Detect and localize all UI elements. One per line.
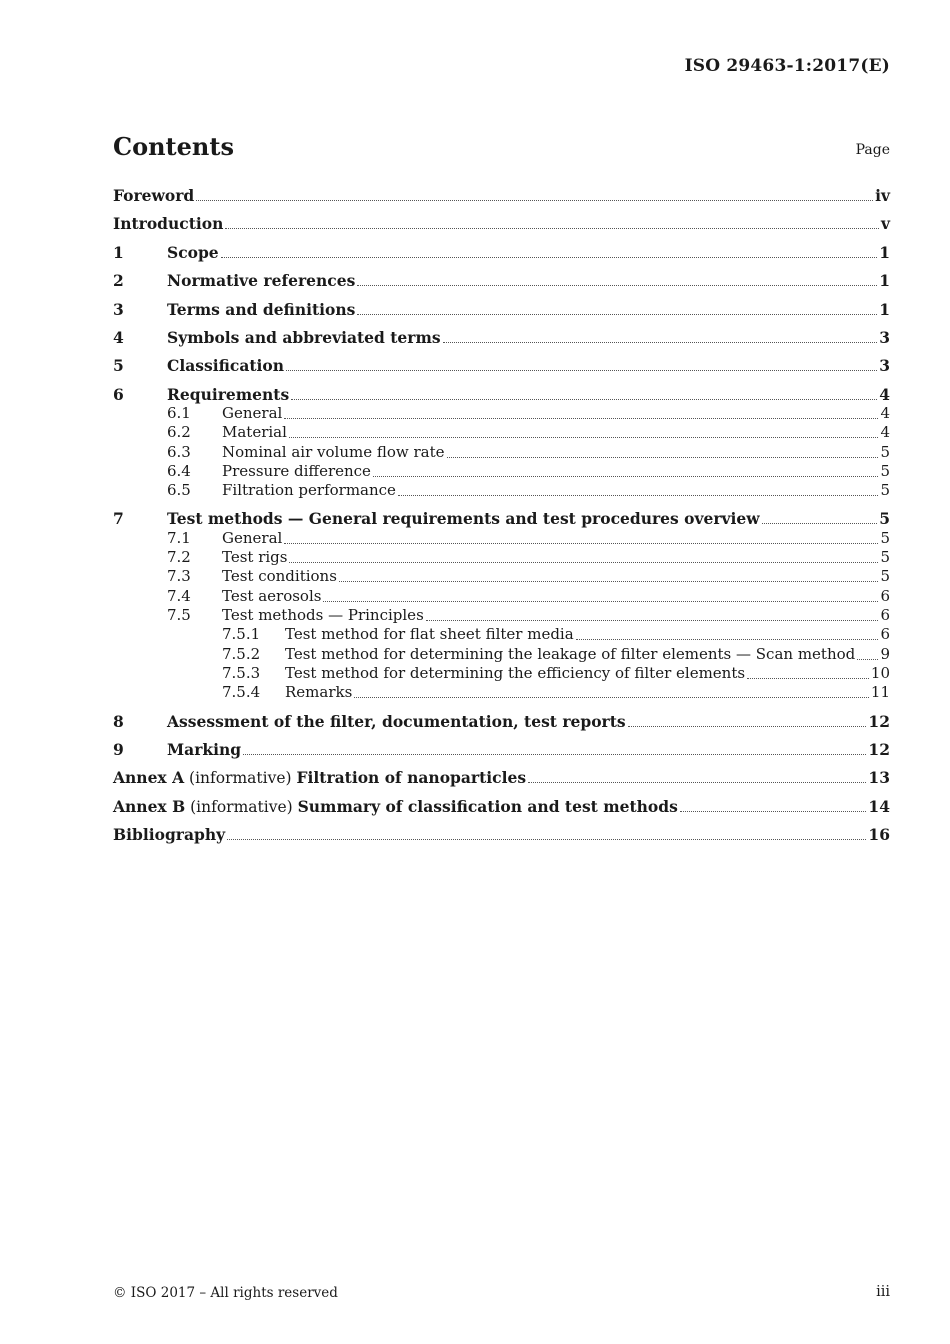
toc-entry-number: 7.5.4 xyxy=(222,683,261,701)
toc-entry-number: 7.5.3 xyxy=(222,664,261,682)
toc-entry[interactable] xyxy=(113,797,890,817)
toc-entry[interactable] xyxy=(113,423,890,443)
toc-entry-text: General xyxy=(222,404,283,422)
toc-entry-page: 9 xyxy=(880,645,890,663)
toc-entry-title xyxy=(222,606,424,624)
dot-leader xyxy=(284,542,878,544)
toc-entry-text: Material xyxy=(222,423,287,441)
dot-leader xyxy=(680,810,867,812)
toc-entry-text: Filtration performance xyxy=(222,481,396,499)
toc-entry-title xyxy=(222,548,287,566)
toc-entry-page: iv xyxy=(875,186,890,205)
toc-entry-title xyxy=(222,443,445,461)
toc-entry-number: 7 xyxy=(113,509,124,528)
dot-leader xyxy=(357,284,877,286)
toc-entry-number: 6.1 xyxy=(167,404,191,422)
toc-entry-page: 4 xyxy=(879,385,890,404)
toc-entry-text: Remarks xyxy=(285,683,353,701)
dot-leader xyxy=(447,456,879,458)
dot-leader xyxy=(373,475,879,477)
footer-page-number: iii xyxy=(876,1284,890,1300)
dot-leader xyxy=(289,561,878,563)
toc-entry-page: 13 xyxy=(868,768,890,787)
toc-entry-page: 12 xyxy=(868,712,890,731)
toc-entry-page: 4 xyxy=(880,423,890,441)
toc-entry-page: 4 xyxy=(880,404,890,422)
toc-entry-text: Requirements xyxy=(167,385,290,404)
toc-entry[interactable] xyxy=(113,587,890,607)
toc-entry-title xyxy=(285,625,574,643)
toc-entry[interactable] xyxy=(113,712,890,732)
dot-leader xyxy=(227,838,866,840)
toc-entry-page: 5 xyxy=(880,567,890,585)
dot-leader xyxy=(762,522,878,524)
toc-entry-text: Symbols and abbreviated terms xyxy=(167,328,441,347)
toc-entry-text: Filtration of nanoparticles xyxy=(296,768,527,787)
toc-entry[interactable] xyxy=(113,214,890,234)
toc-entry[interactable] xyxy=(113,606,890,626)
toc-entry-page: 10 xyxy=(870,664,890,682)
toc-entry-number: 6 xyxy=(113,385,124,404)
toc-entry[interactable] xyxy=(113,567,890,587)
toc-entry-title xyxy=(167,509,760,528)
toc-entry-text: Scope xyxy=(167,243,219,262)
toc-entry-number: 7.5 xyxy=(167,606,191,624)
toc-entry-number: 7.5.2 xyxy=(222,645,261,663)
toc-entry[interactable] xyxy=(113,740,890,760)
dot-leader xyxy=(243,753,866,755)
toc-entry-title xyxy=(167,300,355,319)
toc-entry-number: 3 xyxy=(113,300,124,319)
toc-entry-page: 6 xyxy=(880,625,890,643)
dot-leader xyxy=(286,369,877,371)
toc-entry-title xyxy=(285,664,745,682)
dot-leader xyxy=(576,638,879,640)
toc-entry-page: v xyxy=(880,214,890,233)
toc-entry-title xyxy=(222,587,321,605)
toc-entry[interactable] xyxy=(113,768,890,788)
toc-entry-number: 1 xyxy=(113,243,124,262)
dot-leader xyxy=(357,313,877,315)
toc-entry-title xyxy=(113,825,225,844)
toc-entry-text: Summary of classification and test methods xyxy=(297,797,678,816)
toc-entry-title xyxy=(167,243,219,262)
toc-entry-text: Test aerosols xyxy=(222,587,322,605)
toc-entry-number: 4 xyxy=(113,328,124,347)
toc-entry-number: 5 xyxy=(113,356,124,375)
dot-leader xyxy=(284,417,878,419)
toc-entry-title xyxy=(113,214,223,233)
toc-entry-title xyxy=(167,328,441,347)
dot-leader xyxy=(289,436,879,438)
toc-entry-title xyxy=(113,186,194,205)
toc-entry-number: 7.1 xyxy=(167,529,191,547)
toc-entry[interactable] xyxy=(113,328,890,348)
dot-leader xyxy=(196,199,873,201)
annex-type: (informative) xyxy=(184,769,297,787)
toc-entry-page: 11 xyxy=(870,683,890,701)
toc-entry-page: 5 xyxy=(880,529,890,547)
dot-leader xyxy=(398,494,879,496)
toc-entry-page: 5 xyxy=(879,509,890,528)
dot-leader xyxy=(291,398,877,400)
toc-entry[interactable] xyxy=(113,356,890,376)
toc-entry-text: Pressure difference xyxy=(222,462,371,480)
toc-entry-title xyxy=(167,740,241,759)
toc-entry[interactable] xyxy=(113,300,890,320)
toc-entry-number: 8 xyxy=(113,712,124,731)
toc-entry-page: 5 xyxy=(880,481,890,499)
toc-entry-title xyxy=(222,462,371,480)
toc-entry-text: Test method for determining the efficiency of filter elements xyxy=(285,664,746,682)
toc-entry-title xyxy=(167,356,284,375)
dot-leader xyxy=(857,658,878,660)
toc-entry-text: Test methods — Principles xyxy=(222,606,424,624)
toc-entry-text: Test method for flat sheet filter media xyxy=(285,625,574,643)
toc-entry[interactable] xyxy=(113,404,890,424)
toc-entry-page: 14 xyxy=(868,797,890,816)
toc-entry-number: 9 xyxy=(113,740,124,759)
page-column-label: Page xyxy=(855,142,890,158)
toc-entry[interactable] xyxy=(113,385,890,405)
toc-entry-title xyxy=(285,683,352,701)
dot-leader xyxy=(528,781,866,783)
toc-entry[interactable] xyxy=(113,443,890,463)
toc-entry-number: 6.2 xyxy=(167,423,191,441)
toc-entry[interactable] xyxy=(113,548,890,568)
toc-entry-title xyxy=(222,404,282,422)
toc-entry-text: Test conditions xyxy=(222,567,337,585)
toc-entry-title xyxy=(222,567,337,585)
footer-copyright: © ISO 2017 – All rights reserved xyxy=(113,1285,338,1301)
toc-entry-title xyxy=(167,712,626,731)
toc-entry-number: 7.2 xyxy=(167,548,191,566)
toc-entry[interactable] xyxy=(113,625,890,645)
toc-entry-page: 1 xyxy=(879,300,890,319)
toc-entry-number: 6.3 xyxy=(167,443,191,461)
dot-leader xyxy=(323,600,878,602)
toc-entry-title xyxy=(113,768,526,787)
toc-entry-page: 5 xyxy=(880,548,890,566)
dot-leader xyxy=(339,580,879,582)
toc-entry-text: General xyxy=(222,529,283,547)
toc-entry-title xyxy=(285,645,855,663)
annex-type: (informative) xyxy=(185,798,298,816)
dot-leader xyxy=(221,256,878,258)
toc-entry[interactable] xyxy=(113,271,890,291)
toc-entry[interactable] xyxy=(113,529,890,549)
toc-entry-title xyxy=(222,423,287,441)
toc-entry[interactable] xyxy=(113,664,890,684)
toc-entry-title xyxy=(167,385,289,404)
toc-entry-page: 6 xyxy=(880,587,890,605)
toc-entry-number: 2 xyxy=(113,271,124,290)
toc-entry-page: 1 xyxy=(879,271,890,290)
toc-entry-page: 12 xyxy=(868,740,890,759)
toc-entry-text: Marking xyxy=(167,740,242,759)
annex-label: Annex A xyxy=(113,768,185,787)
toc-entry-title xyxy=(113,797,678,816)
toc-entry-text: Normative references xyxy=(167,271,356,290)
toc-entry-text: Test method for determining the leakage of filter elements — Scan method xyxy=(285,645,856,663)
toc-entry-page: 3 xyxy=(879,356,890,375)
dot-leader xyxy=(225,227,879,229)
toc-entry[interactable] xyxy=(113,186,890,206)
toc-entry-text: Introduction xyxy=(113,214,224,233)
toc-entry-page: 1 xyxy=(879,243,890,262)
dot-leader xyxy=(426,619,879,621)
toc-entry-text: Test methods — General requirements and test procedures overview xyxy=(167,509,760,528)
toc-entry-page: 6 xyxy=(880,606,890,624)
dot-leader xyxy=(628,725,867,727)
contents-heading: Contents xyxy=(113,132,234,161)
toc-entry-text: Nominal air volume flow rate xyxy=(222,443,445,461)
toc-entry-number: 7.5.1 xyxy=(222,625,261,643)
toc-entry[interactable] xyxy=(113,825,890,845)
toc-entry-title xyxy=(222,529,282,547)
toc-entry-page: 5 xyxy=(880,462,890,480)
toc-entry-text: Test rigs xyxy=(222,548,288,566)
toc-entry-number: 7.3 xyxy=(167,567,191,585)
toc-entry-text: Foreword xyxy=(113,186,195,205)
dot-leader xyxy=(443,341,878,343)
toc-entry-number: 6.5 xyxy=(167,481,191,499)
toc-entry[interactable] xyxy=(113,509,890,529)
annex-label: Annex B xyxy=(113,797,186,816)
toc-entry-text: Bibliography xyxy=(113,825,226,844)
toc-entry-page: 5 xyxy=(880,443,890,461)
toc-entry-number: 7.4 xyxy=(167,587,191,605)
dot-leader xyxy=(747,677,869,679)
toc-entry[interactable] xyxy=(113,683,890,703)
toc-entry-text: Assessment of the filter, documentation, test reports xyxy=(167,712,626,731)
toc-entry-page: 16 xyxy=(868,825,890,844)
toc-entry[interactable] xyxy=(113,462,890,482)
toc-entry-title xyxy=(167,271,355,290)
document-code: ISO 29463-1:2017(E) xyxy=(684,56,890,76)
toc-entry[interactable] xyxy=(113,481,890,501)
toc-entry-page: 3 xyxy=(879,328,890,347)
dot-leader xyxy=(354,696,869,698)
toc-entry-number: 6.4 xyxy=(167,462,191,480)
toc-entry-text: Classification xyxy=(167,356,285,375)
toc-entry-text: Terms and definitions xyxy=(167,300,356,319)
toc-entry-title xyxy=(222,481,396,499)
toc-entry[interactable] xyxy=(113,243,890,263)
toc-entry[interactable] xyxy=(113,645,890,665)
